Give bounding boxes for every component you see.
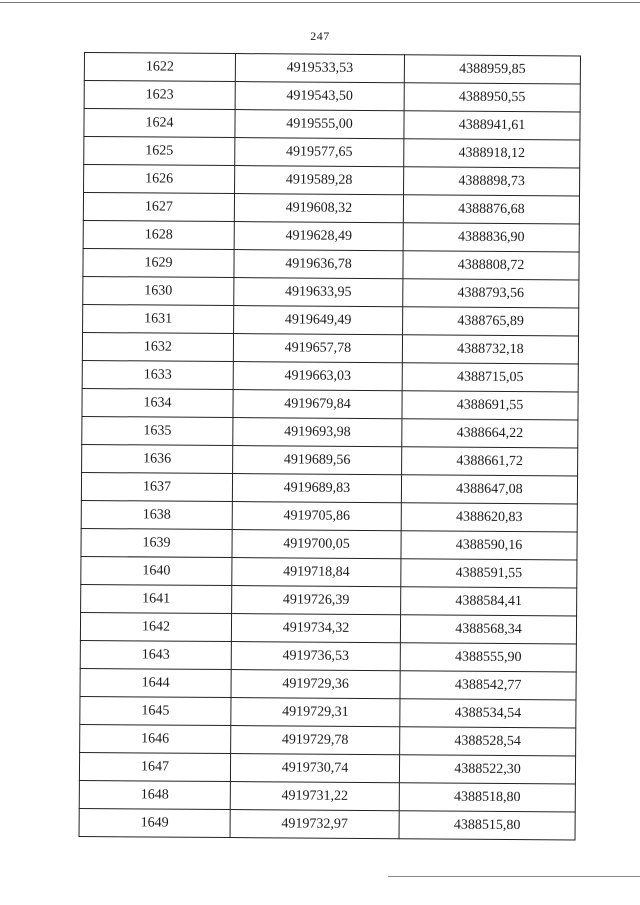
table-row	[83, 193, 579, 224]
table-row	[84, 81, 580, 112]
y-coordinate-cell: 4388959,85	[404, 55, 580, 84]
page-number: 247	[310, 29, 330, 43]
point-number-cell: 1646	[80, 724, 231, 753]
point-number-cell: 1634	[82, 388, 233, 417]
x-coordinate-cell: 4919718,84	[232, 558, 401, 587]
y-coordinate-cell: 4388836,90	[403, 223, 579, 252]
table-row	[83, 220, 579, 251]
y-coordinate-cell: 4388542,77	[400, 671, 576, 700]
y-coordinate-cell: 4388647,08	[401, 475, 577, 504]
x-coordinate-cell: 4919700,05	[232, 530, 401, 559]
x-coordinate-cell: 4919589,28	[235, 166, 404, 195]
table-row	[80, 612, 576, 643]
x-coordinate-cell: 4919730,74	[230, 754, 399, 783]
point-number-cell: 1645	[80, 696, 231, 725]
top-border-line	[0, 2, 640, 3]
point-number-cell: 1648	[79, 780, 230, 809]
point-number-cell: 1623	[84, 81, 235, 110]
table-row	[79, 752, 575, 783]
x-coordinate-cell: 4919577,65	[235, 138, 404, 167]
y-coordinate-cell: 4388950,55	[404, 83, 580, 112]
y-coordinate-cell: 4388941,61	[404, 111, 580, 140]
point-number-cell: 1622	[84, 53, 235, 82]
y-coordinate-cell: 4388808,72	[403, 251, 579, 280]
y-coordinate-cell: 4388591,55	[401, 559, 577, 588]
point-number-cell: 1640	[81, 556, 232, 585]
point-number-cell: 1624	[84, 109, 235, 138]
y-coordinate-cell: 4388715,05	[402, 363, 578, 392]
x-coordinate-cell: 4919633,95	[234, 278, 403, 307]
point-number-cell: 1644	[80, 668, 231, 697]
x-coordinate-cell: 4919705,86	[232, 502, 401, 531]
x-coordinate-cell: 4919628,49	[234, 222, 403, 251]
x-coordinate-cell: 4919663,03	[233, 362, 402, 391]
x-coordinate-cell: 4919543,50	[235, 82, 404, 111]
coordinates-table	[79, 52, 581, 840]
table-row	[83, 276, 579, 307]
point-number-cell: 1642	[80, 612, 231, 641]
x-coordinate-cell: 4919679,84	[233, 390, 402, 419]
point-number-cell: 1649	[79, 808, 230, 837]
x-coordinate-cell: 4919729,78	[231, 726, 400, 755]
point-number-cell: 1643	[80, 640, 231, 669]
y-coordinate-cell: 4388568,34	[400, 615, 576, 644]
coordinates-table-body	[79, 53, 580, 840]
y-coordinate-cell: 4388793,56	[403, 279, 579, 308]
table-row	[82, 416, 578, 447]
y-coordinate-cell: 4388518,80	[399, 783, 575, 812]
table-row	[84, 109, 580, 140]
table-row	[82, 360, 578, 391]
y-coordinate-cell: 4388898,73	[404, 167, 580, 196]
point-number-cell: 1625	[84, 137, 235, 166]
table-row	[83, 248, 579, 279]
table-row	[80, 640, 576, 671]
y-coordinate-cell: 4388664,22	[402, 419, 578, 448]
x-coordinate-cell: 4919689,56	[233, 446, 402, 475]
table-row	[80, 696, 576, 727]
x-coordinate-cell: 4919731,22	[230, 782, 399, 811]
bottom-border-line	[388, 876, 640, 877]
point-number-cell: 1647	[79, 752, 230, 781]
x-coordinate-cell: 4919734,32	[231, 614, 400, 643]
y-coordinate-cell: 4388534,54	[400, 699, 576, 728]
y-coordinate-cell: 4388661,72	[402, 447, 578, 476]
point-number-cell: 1628	[83, 220, 234, 249]
table-row	[81, 556, 577, 587]
point-number-cell: 1632	[82, 332, 233, 361]
x-coordinate-cell: 4919636,78	[234, 250, 403, 279]
point-number-cell: 1639	[81, 528, 232, 557]
table-row	[81, 472, 577, 503]
point-number-cell: 1638	[81, 500, 232, 529]
x-coordinate-cell: 4919729,36	[231, 670, 400, 699]
x-coordinate-cell: 4919608,32	[234, 194, 403, 223]
y-coordinate-cell: 4388590,16	[401, 531, 577, 560]
x-coordinate-cell: 4919649,49	[234, 306, 403, 335]
y-coordinate-cell: 4388515,80	[399, 811, 575, 840]
x-coordinate-cell: 4919533,53	[235, 54, 404, 83]
y-coordinate-cell: 4388765,89	[403, 307, 579, 336]
point-number-cell: 1637	[81, 472, 232, 501]
table-row	[83, 304, 579, 335]
table-row	[82, 444, 578, 475]
x-coordinate-cell: 4919729,31	[231, 698, 400, 727]
x-coordinate-cell: 4919726,39	[232, 586, 401, 615]
table-row	[84, 137, 580, 168]
y-coordinate-cell: 4388584,41	[401, 587, 577, 616]
table-row	[84, 53, 580, 84]
y-coordinate-cell: 4388522,30	[399, 755, 575, 784]
x-coordinate-cell: 4919657,78	[233, 334, 402, 363]
x-coordinate-cell: 4919693,98	[233, 418, 402, 447]
y-coordinate-cell: 4388620,83	[401, 503, 577, 532]
table-row	[81, 584, 577, 615]
table-row	[79, 780, 575, 811]
point-number-cell: 1630	[83, 276, 234, 305]
point-number-cell: 1635	[82, 416, 233, 445]
table-row	[82, 388, 578, 419]
point-number-cell: 1641	[81, 584, 232, 613]
x-coordinate-cell: 4919555,00	[235, 110, 404, 139]
y-coordinate-cell: 4388918,12	[404, 139, 580, 168]
point-number-cell: 1636	[82, 444, 233, 473]
point-number-cell: 1633	[82, 360, 233, 389]
x-coordinate-cell: 4919689,83	[232, 474, 401, 503]
point-number-cell: 1631	[83, 304, 234, 333]
table-row	[81, 500, 577, 531]
x-coordinate-cell: 4919732,97	[230, 810, 399, 839]
x-coordinate-cell: 4919736,53	[231, 642, 400, 671]
table-row	[80, 724, 576, 755]
table-row	[81, 528, 577, 559]
table-row	[84, 165, 580, 196]
table-row	[79, 808, 575, 839]
y-coordinate-cell: 4388555,90	[400, 643, 576, 672]
y-coordinate-cell: 4388691,55	[402, 391, 578, 420]
point-number-cell: 1627	[83, 193, 234, 222]
point-number-cell: 1629	[83, 248, 234, 277]
y-coordinate-cell: 4388732,18	[402, 335, 578, 364]
point-number-cell: 1626	[84, 165, 235, 194]
y-coordinate-cell: 4388876,68	[403, 195, 579, 224]
y-coordinate-cell: 4388528,54	[400, 727, 576, 756]
table-row	[80, 668, 576, 699]
table-row	[82, 332, 578, 363]
